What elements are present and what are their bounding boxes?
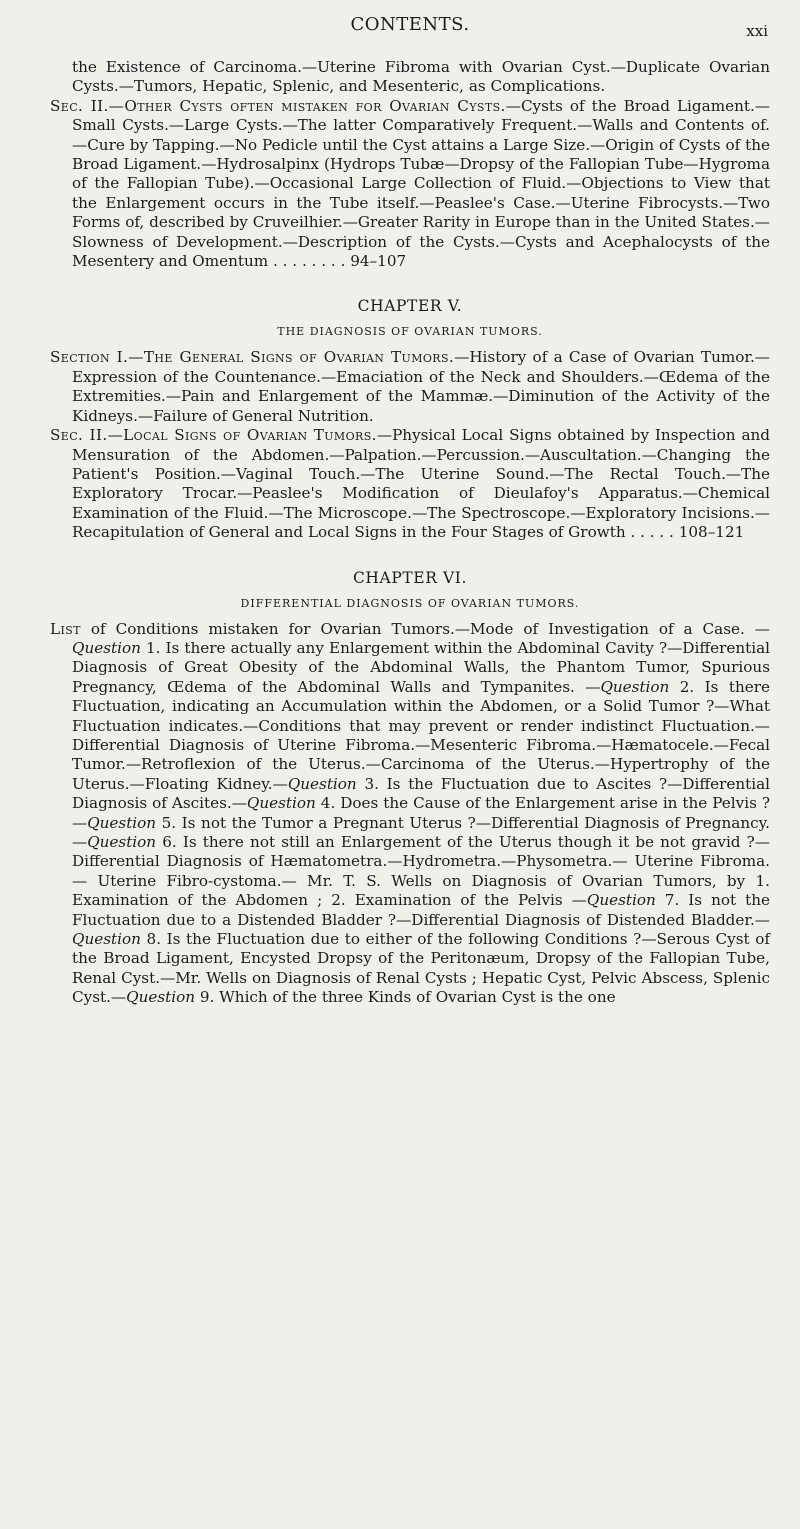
question-label: Question	[72, 930, 141, 949]
dot-leader: . . . . .	[625, 523, 679, 542]
dot-leader: . . . . . . . .	[268, 252, 351, 271]
section-heading: Local Signs of Ovarian Tumors.	[123, 426, 377, 445]
entry-text: 4. Does the Cause of the Enlargement arise in the Pelvis ? —	[72, 794, 770, 832]
question-label: Question	[87, 833, 157, 851]
entry-text: 8. Is the Fluctuation due to either of the following Conditions ?—Serous Cyst of the Broad Ligament, Encysted Dropsy of the Peritonæum, Dropsy of the Fallopian Tube, Renal Cyst.—Mr. Wells on Diagnosis of Renal Cysts ; Hepatic Cyst, Pelvic Abscess, Splenic Cyst.—	[72, 930, 770, 1007]
contents-entry-list-ch6	[50, 620, 770, 1008]
question-label: Question	[287, 774, 357, 793]
contents-entry-sec2-ch4	[50, 97, 770, 272]
entry-text: of Conditions mistaken for Ovarian Tumors.—Mode of Investigation of a Case. —	[80, 619, 770, 638]
continuation-text: the Existence of Carcinoma.—Uterine Fibroma with Ovarian Cyst.—Duplicate Ovarian Cysts.—Tumors, Hepatic, Splenic, and Mesenteric, as Complications.	[72, 58, 770, 96]
question-label: Question	[126, 988, 196, 1007]
question-label: Question	[246, 794, 316, 813]
section-label: Section I.—	[50, 348, 144, 367]
chapter-subtitle: THE DIAGNOSIS OF OVARIAN TUMORS.	[277, 325, 543, 339]
entry-text: 6. Is there not still an Enlargement of the Uterus though it be not gravid ?—Differential Diagnosis of Hæmatometra.—Hydrometra.—Physometra.— Uterine Fibroma.— Uterine Fibro-cystoma.— Mr. T. S. Wells on Diagnosis of Ovarian Tumors, by 1. Examination of the Abdomen ; 2. Examination of the Pelvis —	[72, 833, 770, 910]
entry-text: 3. Is the Fluctuation due to Ascites ?—Differential Diagnosis of Ascites.—	[72, 774, 771, 813]
question-label: Question	[600, 677, 670, 696]
page-range: 108–121	[678, 523, 745, 542]
entry-text: 2. Is there Fluctuation, indicating an Accumulation within the Abdomen, or a Solid Tumor ?—What Fluctuation indicates.—Conditions that may prevent or render indistinct Fluctuation.—Differential Diagnosis of Uterine Fibroma.—Mesenteric Fibroma.—Hæmatocele.—Fecal Tumor.—Retroflexion of the Uterus.—Carcinoma of the Uterus.—Hypertrophy of the Uterus.—Floating Kidney.—	[72, 677, 770, 793]
section-text: —History of a Case of Ovarian Tumor.—Expression of the Countenance.—Emaciation of the Neck and Shoulders.—Œdema of the Extremities.—Pain and Enlargement of the Mammæ.—Diminution of the Activity of the Kidneys.—Failure of General Nutrition.	[72, 348, 770, 425]
contents-entry-sec1-ch5	[50, 348, 770, 426]
running-head	[50, 0, 770, 58]
question-label: Question	[87, 813, 157, 832]
section-label: Sec. II.—	[50, 426, 124, 445]
entry-text: 9. Which of the three Kinds of Ovarian Cyst is the one	[195, 988, 616, 1007]
entry-text: 5. Is not the Tumor a Pregnant Uterus ?—Differential Diagnosis of Pregnancy.—	[72, 813, 770, 851]
chapter-heading: CHAPTER V.	[357, 297, 463, 316]
page-number: xxi	[746, 22, 768, 40]
list-label: List	[50, 619, 81, 638]
question-label: Question	[72, 638, 141, 657]
section-heading: The General Signs of Ovarian Tumors.	[143, 348, 455, 367]
section-text: —Physical Local Signs obtained by Inspection and Mensuration of the Abdomen.—Palpation.—Percussion.—Auscultation.—Changing the Patient's Position.—Vaginal Touch.—The Uterine Sound.—The Rectal Touch.—The Exploratory Trocar.—Peaslee's Modification of Dieulafoy's Apparatus.—Chemical Examination of the Fluid.—The Microscope.—The Spectroscope.—Exploratory Incisions.—Recapitulation of General and Local Signs in the Four Stages of Growth	[72, 426, 771, 542]
section-label: Sec. II.—	[50, 96, 125, 115]
question-label: Question	[586, 891, 656, 910]
page-range: 94–107	[350, 252, 407, 271]
entry-text: 7. Is not the Fluctuation due to a Distended Bladder ?—Differential Diagnosis of Distended Bladder.—	[72, 891, 770, 929]
chapter-heading: CHAPTER VI.	[352, 568, 468, 587]
section-heading: Other Cysts often mistaken for Ovarian Cysts.	[124, 96, 506, 115]
chapter-subtitle: DIFFERENTIAL DIAGNOSIS OF OVARIAN TUMORS.	[240, 596, 580, 610]
section-text: —Cysts of the Broad Ligament.—Small Cysts.—Large Cysts.—The latter Comparatively Frequent.—Walls and Contents of.—Cure by Tapping.—No Pedicle until the Cyst attains a Large Size.—Origin of Cysts of the Broad Ligament.—Hydrosalpinx (Hydrops Tubæ—Dropsy of the Fallopian Tube—Hygroma of the Fallopian Tube).—Occasional Large Collection of Fluid.—Objections to View that the Enlargement occurs in the Tube itself.—Peaslee's Case.—Uterine Fibrocysts.—Two Forms of, described by Cruveilhier.—Greater Rarity in Europe than in the United States.—Slowness of Development.—Description of the Cysts.—Cysts and Acephalocysts of the Mesentery and Omentum	[72, 96, 770, 271]
running-title: CONTENTS.	[350, 14, 470, 35]
entry-text: 1. Is there actually any Enlargement within the Abdominal Cavity ?—Differential Diagnosis of Great Obesity of the Abdominal Walls, the Phantom Tumor, Spurious Pregnancy, Œdema of the Abdominal Walls and Tympanites. —	[72, 638, 770, 696]
contents-entry-sec2-ch5	[50, 426, 770, 542]
contents-continuation	[72, 58, 770, 97]
